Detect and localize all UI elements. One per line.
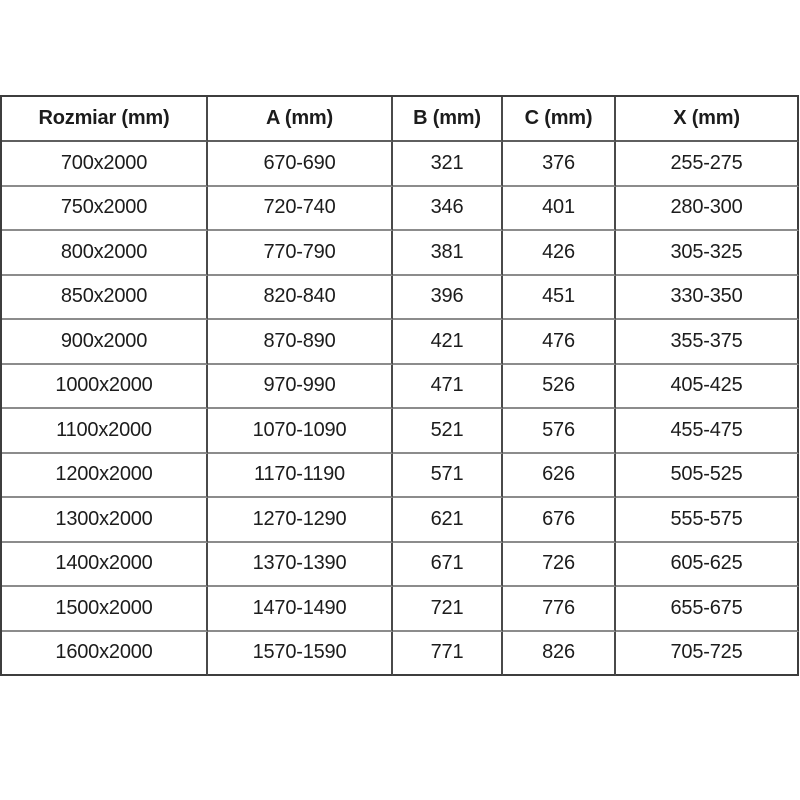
column-header-1: A (mm)	[208, 97, 393, 142]
table-row	[2, 587, 799, 632]
table-cell: 330-350	[616, 276, 799, 321]
table-cell: 321	[393, 142, 503, 187]
table-cell: 800x2000	[2, 231, 208, 276]
table-cell: 700x2000	[2, 142, 208, 187]
table-cell: 451	[503, 276, 616, 321]
table-cell: 526	[503, 365, 616, 410]
table-cell: 655-675	[616, 587, 799, 632]
table-row	[2, 276, 799, 321]
column-header-2: B (mm)	[393, 97, 503, 142]
table-cell: 771	[393, 632, 503, 677]
table-cell: 900x2000	[2, 320, 208, 365]
table-cell: 521	[393, 409, 503, 454]
table-cell: 1070-1090	[208, 409, 393, 454]
table-row	[2, 187, 799, 232]
table-cell: 1400x2000	[2, 543, 208, 588]
table-cell: 401	[503, 187, 616, 232]
table-cell: 1170-1190	[208, 454, 393, 499]
header-row	[2, 97, 799, 142]
table-cell: 1370-1390	[208, 543, 393, 588]
table-cell: 455-475	[616, 409, 799, 454]
table-cell: 255-275	[616, 142, 799, 187]
table-row	[2, 320, 799, 365]
table-cell: 605-625	[616, 543, 799, 588]
table-cell: 970-990	[208, 365, 393, 410]
table-cell: 280-300	[616, 187, 799, 232]
table-cell: 1000x2000	[2, 365, 208, 410]
column-header-0: Rozmiar (mm)	[2, 97, 208, 142]
table-cell: 1570-1590	[208, 632, 393, 677]
table-cell: 1100x2000	[2, 409, 208, 454]
table-cell: 721	[393, 587, 503, 632]
table-cell: 476	[503, 320, 616, 365]
table-row	[2, 454, 799, 499]
table-row	[2, 231, 799, 276]
column-header-4: X (mm)	[616, 97, 799, 142]
table-cell: 396	[393, 276, 503, 321]
table-cell: 670-690	[208, 142, 393, 187]
dimensions-table	[0, 95, 799, 676]
table-cell: 671	[393, 543, 503, 588]
table-cell: 1270-1290	[208, 498, 393, 543]
table-cell: 870-890	[208, 320, 393, 365]
table-cell: 305-325	[616, 231, 799, 276]
table-cell: 571	[393, 454, 503, 499]
table-cell: 426	[503, 231, 616, 276]
table-cell: 1600x2000	[2, 632, 208, 677]
table-cell: 720-740	[208, 187, 393, 232]
table-cell: 1500x2000	[2, 587, 208, 632]
table-cell: 676	[503, 498, 616, 543]
table-row	[2, 632, 799, 677]
table-row	[2, 498, 799, 543]
table-row	[2, 142, 799, 187]
table-cell: 355-375	[616, 320, 799, 365]
table-cell: 750x2000	[2, 187, 208, 232]
table-cell: 576	[503, 409, 616, 454]
table-cell: 505-525	[616, 454, 799, 499]
table-cell: 726	[503, 543, 616, 588]
table-body	[2, 142, 799, 676]
table-row	[2, 409, 799, 454]
table-row	[2, 365, 799, 410]
table-cell: 1300x2000	[2, 498, 208, 543]
table-cell: 381	[393, 231, 503, 276]
table-cell: 621	[393, 498, 503, 543]
table-cell: 776	[503, 587, 616, 632]
table-cell: 850x2000	[2, 276, 208, 321]
table-cell: 376	[503, 142, 616, 187]
table-cell: 1470-1490	[208, 587, 393, 632]
table-cell: 1200x2000	[2, 454, 208, 499]
table-row	[2, 543, 799, 588]
table-cell: 820-840	[208, 276, 393, 321]
table-cell: 826	[503, 632, 616, 677]
table-cell: 555-575	[616, 498, 799, 543]
table-cell: 471	[393, 365, 503, 410]
table-cell: 346	[393, 187, 503, 232]
table-cell: 405-425	[616, 365, 799, 410]
table-cell: 705-725	[616, 632, 799, 677]
table-cell: 770-790	[208, 231, 393, 276]
table-cell: 626	[503, 454, 616, 499]
table-cell: 421	[393, 320, 503, 365]
column-header-3: C (mm)	[503, 97, 616, 142]
